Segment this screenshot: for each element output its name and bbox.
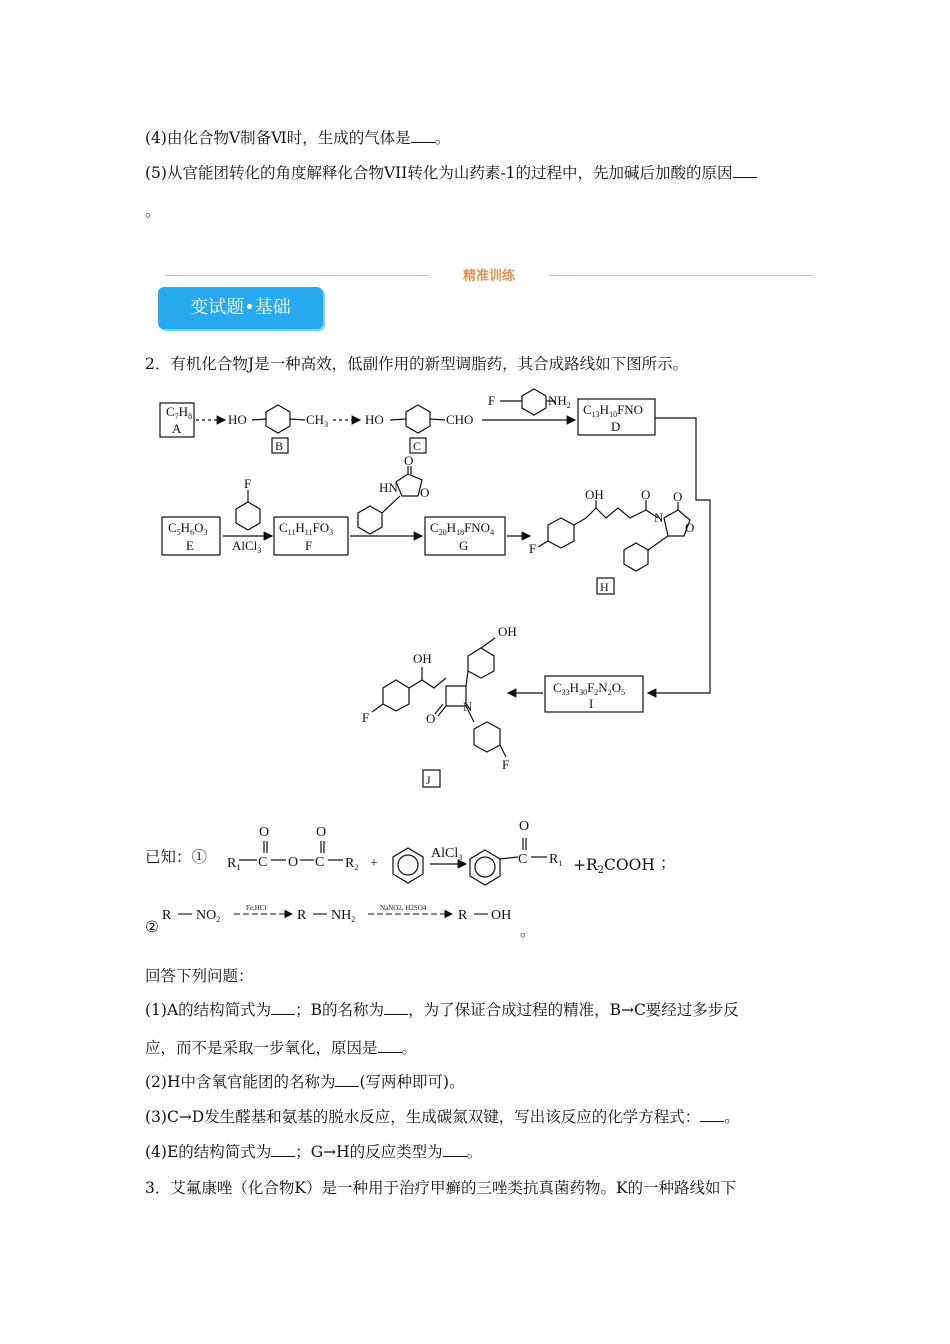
- ring-phenyl-1: [358, 506, 382, 534]
- answer-blank[interactable]: [335, 1072, 359, 1087]
- answer-blank[interactable]: [733, 163, 757, 178]
- sub-question-3: (3)C→D发生醛基和氨基的脱水反应，生成碳氮双键，写出该反应的化学方程式： 。: [145, 1108, 740, 1126]
- svg-text:R1: $R_1$: [227, 856, 241, 872]
- svg-text:OH: OH: [498, 624, 517, 639]
- ring-oxazolidinone: [396, 474, 422, 496]
- svg-text:C20H18FNO4: $C_{20}H_{18}FNO_4$: [430, 520, 495, 537]
- svg-text:HN: HN: [379, 480, 398, 495]
- ring-h-fluorophenyl: [548, 518, 574, 548]
- svg-text:OH: OH: [491, 908, 512, 923]
- known-byproduct: +R2COOH: [573, 856, 655, 876]
- svg-text:NO2: $NO_2$: [196, 908, 221, 924]
- ring-fluorobenzene: [236, 502, 260, 530]
- svg-text:F: F: [362, 710, 370, 725]
- svg-text:E: E: [186, 538, 194, 553]
- svg-text:OH: OH: [585, 487, 604, 502]
- answer-blank[interactable]: [271, 1000, 295, 1015]
- sub-question-2: (2)H中含氧官能团的名称为 (写两种即可)。: [145, 1073, 465, 1091]
- ring-b: [266, 405, 290, 433]
- svg-text:R1: $R_1$: [549, 852, 563, 868]
- ring-j-hydroxyphenyl: [468, 648, 494, 678]
- sub-question-4: (4)E的结构简式为 ；G→H的反应类型为 。: [145, 1143, 483, 1161]
- svg-text:O: O: [519, 819, 530, 834]
- answer-intro: 回答下列问题：: [145, 967, 254, 985]
- svg-text:B: B: [275, 439, 284, 453]
- svg-text:J: J: [426, 773, 431, 787]
- svg-text:O: O: [420, 485, 430, 500]
- svg-text:HO: HO: [228, 412, 247, 427]
- svg-text:F: F: [244, 476, 252, 491]
- svg-text:A: A: [172, 421, 182, 436]
- svg-text:O: O: [288, 855, 299, 870]
- answer-blank[interactable]: [443, 1142, 467, 1157]
- svg-text:C33H30F2N2O5: $C_{33}H_{30}F_2N_2O_5$: [553, 680, 626, 697]
- ring-aniline: [522, 389, 546, 415]
- section-tab: 变试题•基础: [158, 287, 323, 329]
- known-reaction-2: [158, 898, 528, 932]
- svg-text:O: O: [259, 825, 270, 840]
- svg-text:C11H11FO3: $C_{11}H_{11}FO_3$: [279, 520, 334, 537]
- svg-text:AlCl3: AlCl$_3$: [431, 846, 463, 862]
- svg-text:C13H10FNO: $C_{13}H_{10}FNO$: [583, 402, 644, 419]
- svg-text:I: I: [589, 696, 594, 711]
- svg-text:+: +: [370, 856, 378, 871]
- svg-text:R: R: [458, 908, 468, 923]
- svg-text:F: F: [305, 538, 313, 553]
- svg-text:CHO: CHO: [446, 412, 474, 427]
- known-2-end: 。: [520, 922, 536, 940]
- training-banner: [158, 264, 820, 286]
- svg-text:OH: OH: [413, 651, 432, 666]
- svg-text:NaNO2, H2SO4: NaNO2, H2SO4: [380, 904, 427, 912]
- svg-text:D: D: [611, 419, 621, 434]
- known-label-2: ②: [145, 918, 159, 936]
- ring-j-fluorophenyl-1: [383, 680, 409, 711]
- question-5-line: (5)从官能团转化的角度解释化合物VII转化为山药素-1的过程中，先加碱后加酸的原因: [145, 162, 757, 184]
- synthesis-scheme: [150, 385, 730, 795]
- ring-j-fluorophenyl-2: [474, 722, 500, 752]
- svg-text:R: R: [297, 908, 307, 923]
- svg-text:CH3: $CH_3$: [306, 412, 329, 429]
- svg-text:G: G: [459, 538, 469, 553]
- answer-blank[interactable]: [700, 1107, 724, 1122]
- ring-h-phenyl: [624, 543, 648, 571]
- svg-text:O: O: [641, 487, 651, 502]
- svg-text:Fe,HCl: Fe,HCl: [246, 904, 267, 912]
- svg-text:NH2: $NH_2$: [331, 908, 356, 924]
- answer-blank[interactable]: [384, 1000, 408, 1015]
- svg-text:HO: HO: [365, 412, 384, 427]
- svg-text:C5H6O3: $C_5H_6O_3$: [168, 520, 208, 537]
- svg-text:AlCl3: AlCl$_3$: [232, 538, 262, 555]
- answer-blank[interactable]: [411, 128, 435, 143]
- question-4-line: (4)由化合物Ⅴ制备Ⅵ时，生成的气体是 。: [145, 129, 451, 147]
- svg-text:O: O: [426, 711, 436, 726]
- svg-text:R: R: [162, 908, 172, 923]
- sub-question-1-cont: 应，而不是采取一步氧化，原因是 。: [145, 1039, 418, 1057]
- question-5-end: 。: [145, 202, 161, 220]
- svg-text:F: F: [488, 393, 496, 408]
- answer-blank[interactable]: [378, 1038, 402, 1053]
- svg-text:O: O: [404, 453, 414, 468]
- svg-text:O: O: [316, 825, 327, 840]
- svg-text:N: N: [654, 510, 664, 525]
- svg-text:C: C: [413, 439, 422, 453]
- svg-text:O: O: [685, 520, 695, 535]
- svg-text:C7H8: $C_7H_8$: [166, 404, 193, 421]
- svg-text:F: F: [529, 541, 537, 556]
- svg-text:C: C: [315, 855, 325, 870]
- svg-text:N: N: [463, 699, 473, 714]
- svg-text:C: C: [258, 855, 268, 870]
- question-3-stem: 3．艾氟康唑（化合物K）是一种用于治疗甲癣的三唑类抗真菌药物。K的一种路线如下: [145, 1179, 737, 1197]
- svg-text:C: C: [518, 852, 528, 867]
- ring-c: [406, 405, 430, 433]
- question-2-stem: 2．有机化合物J是一种高效，低副作用的新型调脂药，其合成路线如下图所示。: [145, 355, 689, 373]
- svg-text:H: H: [600, 580, 609, 594]
- known-label-1: 已知：①: [145, 848, 208, 866]
- known-1-end: ；: [660, 854, 676, 872]
- svg-text:NH2: $NH_2$: [548, 393, 571, 410]
- svg-text:R2: $R_2$: [345, 856, 359, 872]
- banner-title: 精准训练: [462, 269, 515, 284]
- svg-text:O: O: [673, 489, 683, 504]
- svg-text:F: F: [502, 757, 510, 772]
- answer-blank[interactable]: [271, 1142, 295, 1157]
- sub-question-1: (1)A的结构简式为 ；B的名称为 ，为了保证合成过程的精准，B→C要经过多步反: [145, 1001, 739, 1019]
